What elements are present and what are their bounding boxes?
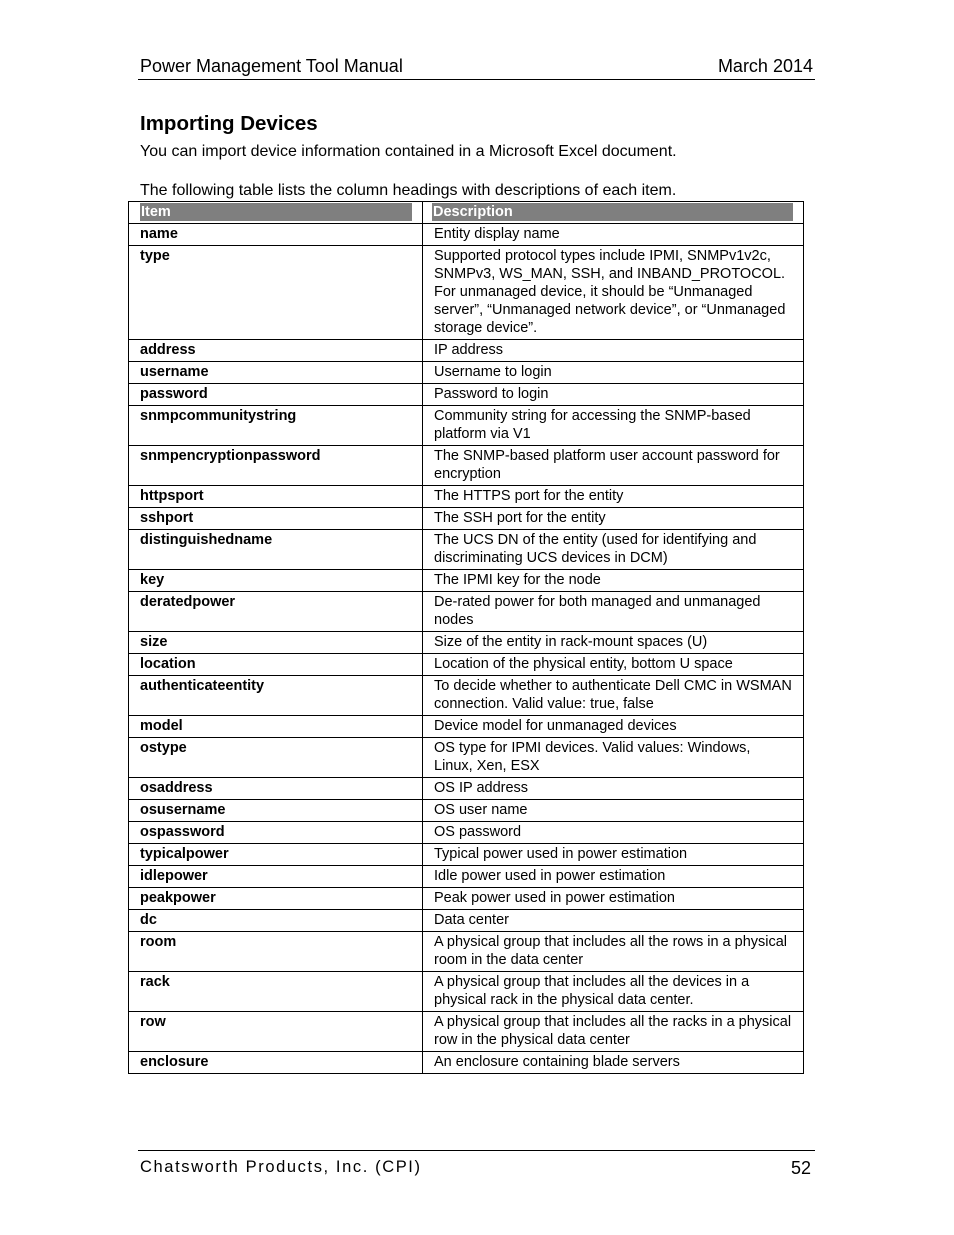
document-title: Power Management Tool Manual <box>140 56 403 76</box>
item-description-cell: A physical group that includes all the rows in a physical room in the data center <box>423 932 804 972</box>
item-name-cell: address <box>129 340 423 362</box>
item-description-cell: OS type for IPMI devices. Valid values: Windows, Linux, Xen, ESX <box>423 738 804 778</box>
item-name-cell: deratedpower <box>129 592 423 632</box>
table-row <box>129 972 804 1012</box>
table-row <box>129 340 804 362</box>
page-number: 52 <box>790 1158 811 1178</box>
item-description-cell: De-rated power for both managed and unmanaged nodes <box>423 592 804 632</box>
footer-company: Chatsworth Products, Inc. (CPI) <box>140 1158 422 1176</box>
table-header-row <box>129 202 804 224</box>
table-row <box>129 932 804 972</box>
table-row <box>129 362 804 384</box>
page-footer <box>138 1150 815 1181</box>
table-row <box>129 822 804 844</box>
table-intro-paragraph: The following table lists the column headings with descriptions of each item. <box>140 182 677 199</box>
item-name-cell: ostype <box>129 738 423 778</box>
item-description-cell: To decide whether to authenticate Dell CMC in WSMAN connection. Valid value: true, false <box>423 676 804 716</box>
item-name-cell: idlepower <box>129 866 423 888</box>
item-name-cell: model <box>129 716 423 738</box>
table-row <box>129 1052 804 1074</box>
table-row <box>129 800 804 822</box>
item-name-cell: dc <box>129 910 423 932</box>
table-row <box>129 778 804 800</box>
item-description-cell: Typical power used in power estimation <box>423 844 804 866</box>
intro-paragraph: You can import device information contained in a Microsoft Excel document. <box>140 143 677 160</box>
table-body <box>129 224 804 1074</box>
item-name-cell: type <box>129 246 423 340</box>
table-row <box>129 910 804 932</box>
item-name-cell: httpsport <box>129 486 423 508</box>
item-description-cell: Entity display name <box>423 224 804 246</box>
table-row <box>129 570 804 592</box>
item-description-cell: Peak power used in power estimation <box>423 888 804 910</box>
item-name-cell: location <box>129 654 423 676</box>
item-name-cell: enclosure <box>129 1052 423 1074</box>
table-row <box>129 384 804 406</box>
table-row <box>129 508 804 530</box>
column-header-item: Item <box>129 202 423 224</box>
table-row <box>129 1012 804 1052</box>
table-row <box>129 654 804 676</box>
item-description-cell: OS IP address <box>423 778 804 800</box>
item-description-cell: OS user name <box>423 800 804 822</box>
table-row <box>129 632 804 654</box>
table-row <box>129 592 804 632</box>
item-name-cell: distinguishedname <box>129 530 423 570</box>
table-row <box>129 716 804 738</box>
item-name-cell: size <box>129 632 423 654</box>
item-description-cell: IP address <box>423 340 804 362</box>
item-description-cell: Device model for unmanaged devices <box>423 716 804 738</box>
item-description-cell: Password to login <box>423 384 804 406</box>
document-date: March 2014 <box>717 56 813 76</box>
item-name-cell: username <box>129 362 423 384</box>
table-row <box>129 530 804 570</box>
import-columns-table <box>128 201 804 1074</box>
item-name-cell: key <box>129 570 423 592</box>
table-row <box>129 406 804 446</box>
item-description-cell: The IPMI key for the node <box>423 570 804 592</box>
section-heading: Importing Devices <box>140 112 318 135</box>
item-name-cell: room <box>129 932 423 972</box>
item-description-cell: The SNMP-based platform user account password for encryption <box>423 446 804 486</box>
item-description-cell: An enclosure containing blade servers <box>423 1052 804 1074</box>
item-description-cell: The UCS DN of the entity (used for identifying and discriminating UCS devices in DCM) <box>423 530 804 570</box>
item-name-cell: sshport <box>129 508 423 530</box>
item-description-cell: Location of the physical entity, bottom U space <box>423 654 804 676</box>
item-name-cell: ospassword <box>129 822 423 844</box>
table-row <box>129 224 804 246</box>
item-name-cell: name <box>129 224 423 246</box>
item-name-cell: snmpcommunitystring <box>129 406 423 446</box>
table-row <box>129 446 804 486</box>
item-description-cell: A physical group that includes all the devices in a physical rack in the physical data center. <box>423 972 804 1012</box>
item-name-cell: row <box>129 1012 423 1052</box>
item-name-cell: typicalpower <box>129 844 423 866</box>
table-row <box>129 866 804 888</box>
item-name-cell: peakpower <box>129 888 423 910</box>
item-description-cell: A physical group that includes all the racks in a physical row in the physical data center <box>423 1012 804 1052</box>
table-row <box>129 486 804 508</box>
item-description-cell: Size of the entity in rack-mount spaces (U) <box>423 632 804 654</box>
table-row <box>129 888 804 910</box>
item-description-cell: Username to login <box>423 362 804 384</box>
item-description-cell: The SSH port for the entity <box>423 508 804 530</box>
item-name-cell: osaddress <box>129 778 423 800</box>
table-row <box>129 246 804 340</box>
item-description-cell: Community string for accessing the SNMP-based platform via V1 <box>423 406 804 446</box>
item-description-cell: Supported protocol types include IPMI, SNMPv1v2c, SNMPv3, WS_MAN, SSH, and INBAND_PROTOCOL. For unmanaged device, it should be “Unmanaged server”, “Unmanaged network device”, or “Unmanaged storage device”. <box>423 246 804 340</box>
item-name-cell: snmpencryptionpassword <box>129 446 423 486</box>
item-name-cell: osusername <box>129 800 423 822</box>
item-description-cell: The HTTPS port for the entity <box>423 486 804 508</box>
item-name-cell: authenticateentity <box>129 676 423 716</box>
item-name-cell: password <box>129 384 423 406</box>
table-row <box>129 844 804 866</box>
item-description-cell: OS password <box>423 822 804 844</box>
table-row <box>129 738 804 778</box>
page-header <box>138 56 815 80</box>
table-row <box>129 676 804 716</box>
item-description-cell: Data center <box>423 910 804 932</box>
column-header-description: Description <box>423 202 804 224</box>
item-name-cell: rack <box>129 972 423 1012</box>
item-description-cell: Idle power used in power estimation <box>423 866 804 888</box>
